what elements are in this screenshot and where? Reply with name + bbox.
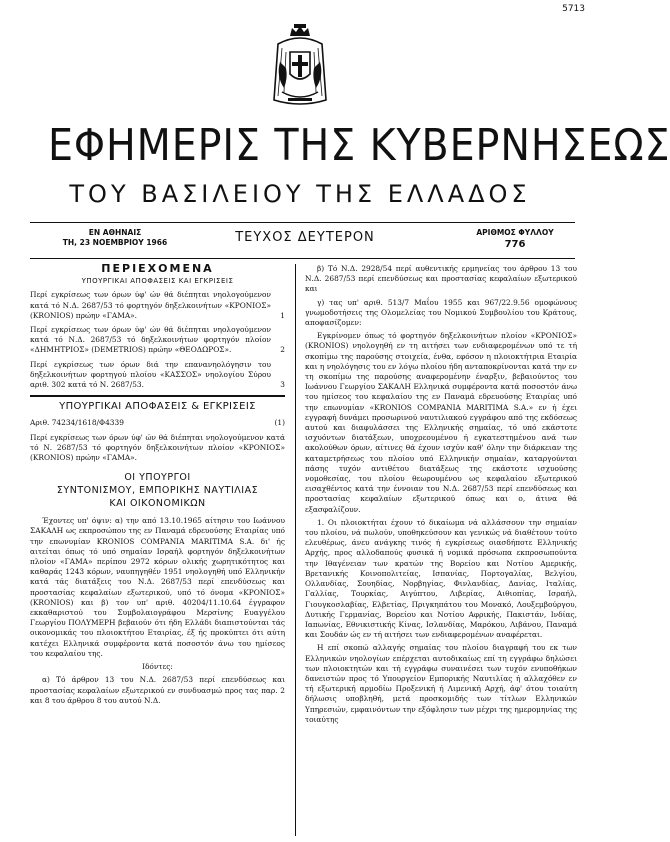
right-column: [305, 264, 577, 728]
contents-item: [30, 290, 285, 321]
ministers-line: ΚΑΙ ΟΙΚΟΝΟΜΙΚΩΝ: [109, 498, 206, 510]
body-paragraph: Η επί σκοπώ αλλαγής σημαίας του πλοίου διαγραφή του εκ των Ελληνικών νηολογίων επέρχεται αυτοδικαίως επί τη εγγράφω δηλώσει των πλοιοκτητών και τή εγγράφω συναινέσει των τυχόν ενυποθήκων δανειστών προς τό Υπουργείον Εμπορικής Ναυτιλίας ή αλλαχόθεν εν τή εξωτερική αρμοδίω Προξενική ή Λιμενική Αρχή, άφ' ότου τοιαύτη δήλωσις υποβληθή, μετά προσκομιδής των τίτλων Ελληνικών Υπηρεσιών, εμφαινόντων την εξόφλησιν των μέχρι της ημερομηνίας της τοιαύτης: [305, 643, 577, 724]
issue-label: ΤΕΥΧΟΣ ΔΕΥΤΕΡΟΝ: [235, 230, 375, 245]
ministers-line: ΟΙ ΥΠΟΥΡΓΟΙ: [124, 472, 191, 484]
decree-header: [30, 418, 285, 428]
contents-item-text: Περί εγκρίσεως των όρων ύφ' ών θά διέπηται νηολογούμενον κατά τό Ν.Δ. 2687/53 τό φορτηγόν δηξελκοινήτων «ΚΡΟΝΙΟΣ» (KRONIOS) πρώην «ΓΑΜΑ».: [30, 290, 271, 320]
sheet-number-label: ΑΡΙΘΜΟΣ ΦΥΛΛΟΥ: [476, 228, 554, 237]
issue-place: ΕΝ ΑΘΗΝΑΙΣ: [88, 228, 142, 237]
gazette-masthead: ΕΦΗΜΕΡΙΣ ΤΗΣ ΚΥΒΕΡΝΗΣΕΩΣ: [48, 120, 670, 171]
contents-title: ΠΕΡΙΕΧΟΜΕΝΑ: [101, 262, 214, 275]
body-paragraph: 1. Οι πλοιοκτήται έχουν τό δικαίωμα νά αλλάσσουν την σημαίαν του πλοίου, νά πωλούν, υποθηκεύσουν και γενικώς νά διαθέτουν τούτο ελευθέρως, άνευ ανάγκης τινός ή εγκρίσεως οιασδήποτε Ελληνικής Αρχής, προς αλλοδαπούς φυσικά ή νομικά πρόσωπα εκπροσωπούντα την Ιθαγένειαν των κρατών της Βορείου και Νοτίου Αμερικής, Βρετανικής Κοινοπολιτείας, Ισπανίας, Πορτογαλίας, Βελγίου, Ολλανδίας, Σουηδίας, Νορβηγίας, Φινλανδίας, Δανίας, Ιταλίας, Γαλλίας, Τουρκίας, Αιγύπτου, Λιβερίας, Αιθιοπίας, Ισραήλ, Γιουγκοσλαβίας, Ελβετίας, Πριγκηπάτου του Μονακό, Λουξεμβούργου, Δυτικής Γερμανίας, Βορείου και Νοτίου Αφρικής, Πακιστάν, Ινδίας, Ιαπωνίας, Εθνικιστικής Κίνας, Ισλανδίας, Μαρόκου, Λιβάνου, Παναμά και Σουδάν ώς εν τή αιτήσει των ενδιαφερομένων αναφέρεται.: [305, 517, 577, 640]
body-paragraph: Έχοντες υπ' όψιν: α) την από 13.10.1965 αίτησιν του Ιωάννου ΣΑΚΑΛΗ ως εκπροσώπου της εν Παναμά εδρευούσης Εταιρίας υπό την επωνυμίαν KRONIOS COMPANIA MARITIMA S.A. δι' ής αιτείται όπως τό υπό σημαίαν Ισραήλ φορτηγόν δηξελκοινήτων πλοίον «ΓΑΜΑ» περίπου 2972 κόρων ολικής χωρητικότητος και καθαράς 1243 κόρων, ναυπηγηθέν 1951 νηολογηθή υπό Ελληνικήν κατά τάς διατάξεις του Ν.Δ. 2687/53 περί επενδύσεως και προστασίας κεφαλαίων εξωτερικού, υπό τό όνομα «ΚΡΟΝΙΟΣ» (KRONIOS) και β) τον υπ' αριθ. 40204/11.10.64 έγγραφον εκκαθαριστού του Συμβολαιογράφου Μερσίνης Ευαγγέλου Γεωργίου ΠΟΛΥΜΕΡΗ βεβαιούν ότι ήδη Ελλάδι διαπιστούνται τάς οικονομικάς του πλοιοκτήτου Εταιρίας, έξ ής προκύπτει ότι αύτη κατέχει Ελληνικά συμφέροντα κατά ποσοστόν άνω του ημίσεος του κεφαλαίου της.: [30, 516, 285, 658]
contents-item: [30, 325, 285, 356]
contents-item: [30, 360, 285, 391]
body-paragraph: γ) τας υπ' αριθ. 513/7 Μαΐου 1955 και 967/22.9.56 ομοφώνους γνωμοδοτήσεις της Ολομελείας του Νομικού Συμβουλίου του Κράτους, αποφασίζομεν:: [305, 297, 577, 328]
body-paragraph: Ιδόντες:: [142, 662, 173, 672]
left-column: [30, 264, 285, 709]
header-rule-bottom: [30, 258, 575, 259]
contents-item-page: 1: [280, 310, 285, 320]
section-title: ΥΠΟΥΡΓΙΚΑΙ ΑΠΟΦΑΣΕΙΣ & ΕΓΚΡΙΣΕΙΣ: [59, 401, 256, 413]
body-paragraph: β) Τό Ν.Δ. 2928/54 περί αυθεντικής ερμηνείας του άρθρου 13 του Ν.Δ. 2687/53 περί επενδύσεως και προστασίας κεφαλαίων εξωτερικού και: [305, 264, 577, 294]
contents-item-page: 3: [280, 380, 285, 390]
sheet-number: 776: [504, 239, 526, 251]
header-rule-top: [30, 222, 575, 223]
royal-coat-of-arms-icon: [270, 22, 330, 110]
sheet-number-block: [455, 228, 575, 252]
issue-date: ΤΗ, 23 ΝΟΕΜΒΡΙΟΥ 1966: [62, 238, 168, 248]
gazette-subhead: ΤΟΥ ΒΑΣΙΛΕΙΟΥ ΤΗΣ ΕΛΛΑΔΟΣ: [69, 180, 531, 208]
decree-summary: Περί εγκρίσεως των όρων ύφ' ών θά διέπηται νηολογούμενον κατά τό Ν. 2687/53 τό φορτηγόν δηξελκοινήτων πλοίον «ΚΡΟΝΙΟΣ» (KRONIOS) πρώην «ΓΑΜΑ».: [30, 432, 285, 463]
contents-item-text: Περί εγκρίσεως των όρων ύφ' ών θά διέπηται νηολογούμενον κατά τό Ν.Δ. 2687/53 τό δηξελκοινήτων φορτηγόν πλοίον «ΔΗΜΗΤΡΙΟΣ» (DEMETRIOS) πρώην «ΘΕΟΔΩΡΟΣ».: [30, 325, 271, 355]
section-rule: [30, 395, 285, 397]
page-number: 5713: [562, 4, 585, 14]
contents-item-page: 2: [280, 345, 285, 355]
ministers-heading: [30, 471, 285, 510]
issue-date-block: [50, 228, 180, 248]
column-divider: [295, 264, 296, 836]
ministers-line: ΣΥΝΤΟΝΙΣΜΟΥ, ΕΜΠΟΡΙΚΗΣ ΝΑΥΤΙΛΙΑΣ: [56, 485, 259, 497]
body-paragraph: α) Τό άρθρον 13 του Ν.Δ. 2687/53 περί επενδύσεως και προστασίας κεφαλαίων εξωτερικού εν συνδυασμώ προς τας παρ. 2 και 8 του άρθρου 8 του αυτού Ν.Δ.: [30, 675, 285, 705]
contents-item-text: Περί εγκρίσεως των όρων διά την επανανηολόγησιν του δηξελκοινήτων φορτηγού πλοίου «ΚΑΣΣΟΣ» νηολογίου Σύρου αριθ. 302 κατά τό Ν. 2687/53.: [30, 359, 271, 390]
contents-subtitle: ΥΠΟΥΡΓΙΚΑΙ ΑΠΟΦΑΣΕΙΣ ΚΑΙ ΕΓΚΡΙΣΕΙΣ: [81, 277, 234, 286]
decree-number: (1): [274, 418, 285, 428]
decree-reference: Αριθ. 74234/1618/Φ4339: [30, 418, 124, 428]
body-paragraph: Εγκρίνομεν όπως τό φορτηγόν δηξελκοινήτων πλοίον «ΚΡΟΝΙΟΣ» (KRONIOS) νηολογηθή εν τη αιτήσει των ενδιαφερομένων υπό τε τή σκοπίμω της παρούσης στοιχεία, ένθα, εφόσον η πλοιοκτήτρια Εταιρία και η νηολόγησις του εν λόγω πλοίου ήδη ανταποκρίνονται κατά την εν τη σκοπίμω της παρούσης αναφερομένην έναρξιν, βεβαιούντος του Ιωάννου Γεωργίου ΣΑΚΑΛΗ Ελληνικά συμφέροντα κατά ποσοστόν άνω του ημίσεος του κεφαλαίου της εν Παναμά εδρευούσης Εταιρίας υπό την επωνυμίαν «KRONIOS COMPANIA MARITIMA S.A.» εν ή έχει εγγραφή δυνάμει προσωρινού ναυτιλιακού εγγράφου από της εκδόσεως αυτού και διαφυλάσσει της Ελληνικής σημαίας, τό υπό εκάστοτε ισχυόντων διατάξεων, υποχρεουμένου ή εγκατεστημένου ανά των ακολούθων όρων, αίτινες θά έχουν ισχύν καθ' όλην την διάρκειαν της καταμετρήσεως του πλοίου υπό Ελληνικήν σημαίαν, καταργούνται πάσης τυχόν αντιθέτου διατάξεως της εκάστοτε ισχυούσης νομοθεσίας, του πλοίου θεωρουμένου ως κεφαλαίου εξωτερικού εισαχθέντος κατά την έννοιαν του Ν.Δ. 2687/53 περί επενδύσεως και προστασίας κεφαλαίων εξωτερικού όπως και ο, άτινα θά εξασφαλίζουν.: [305, 331, 577, 514]
